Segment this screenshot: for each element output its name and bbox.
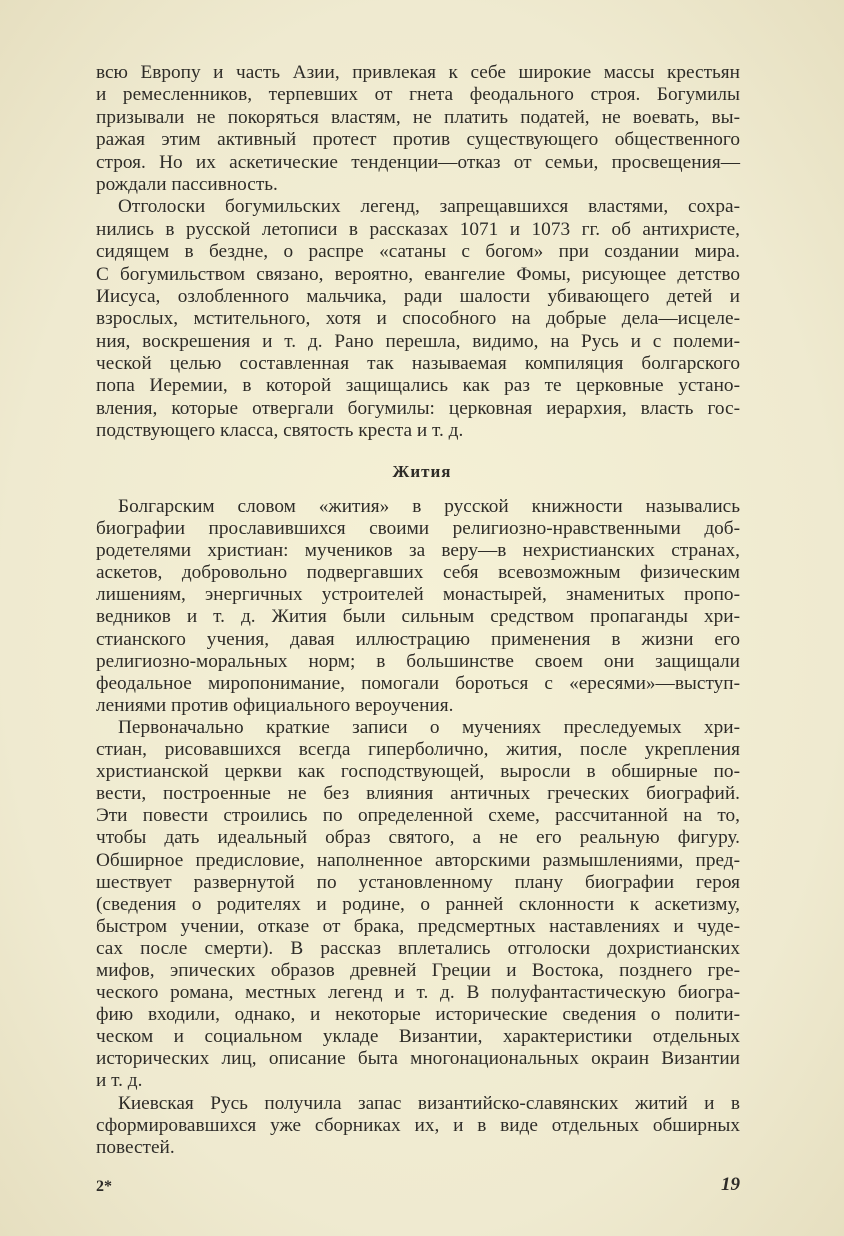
text-line: ведников и т. д. Жития были сильным средством пропаганды хри- [96,606,740,628]
text-line: ния, воскрешения и т. д. Рано перешла, видимо, на Русь и с полеми- [96,330,740,352]
text-line: стианского учения, давая иллюстрацию применения в жизни его [96,628,740,650]
text-line: рождали пассивность. [96,173,278,195]
text-line: аскетов, добровольно подвергавших себя всевозможным физическим [96,562,740,584]
text-line: христианской церкви как господствующей, выросли в обширные по- [96,761,740,783]
text-line: и ремесленников, терпевших от гнета феодального строя. Богумилы [96,84,740,106]
page-number: 19 [721,1174,740,1195]
text-line: Обширное предисловие, наполненное авторскими размышлениями, пред- [96,849,740,871]
text-line: и т. д. [96,1070,143,1092]
text-line: Первоначально краткие записи о мучениях преследуемых хри- [118,716,740,738]
text-line: повестей. [96,1136,175,1158]
text-line: феодальное миропонимание, помогали бороться с «ересями»—выступ- [96,672,740,694]
paragraphs-lives-of-saints [96,496,740,1159]
text-line: (сведения о родителях и родине, о ранней склонности к аскетизму, [96,893,740,915]
text-line: мифов, эпических образов древней Греции и Востока, позднего гре- [96,959,740,981]
text-line: нились в русской летописи в рассказах 1071 и 1073 гг. об антихристе, [96,218,740,240]
text-line: Эти повести строились по определенной схеме, рассчитанной на то, [96,805,740,827]
text-line: лишениям, энергичных устроителей монастырей, знаменитых пропо- [96,584,740,606]
text-line: подствующего класса, святость креста и т. д. [96,420,464,442]
text-line: ческого романа, местных легенд и т. д. В полуфантастическую биогра- [96,982,740,1004]
text-line: ческом и социальном укладе Византии, характеристики отдельных [96,1026,740,1048]
signature-mark: 2* [96,1178,112,1195]
text-line: биографии прославившихся своими религиозно-нравственными доб- [96,518,740,540]
text-line: чтобы дать идеальный образ святого, а не его реальную фигуру. [96,827,740,849]
text-line: всю Европу и часть Азии, привлекая к себе широкие массы крестьян [96,62,740,83]
text-line: сах после смерти). В рассказ вплетались отголоски дохристианских [96,937,740,959]
text-line: исторических лиц, описание быта многонациональных окраин Византии [96,1048,740,1070]
text-line: вления, которые отвергали богумилы: церковная иерархия, власть гос- [96,397,740,419]
text-line: вести, построенные не без влияния античных греческих биографий. [96,783,740,805]
text-line: Отголоски богумильских легенд, запрещавшихся властями, сохра- [118,196,740,218]
section-heading: Жития [392,462,452,481]
text-line: Иисуса, озлобленного мальчика, ради шалости убивающего детей и [96,285,740,307]
text-line: Болгарским словом «жития» в русской книжности назывались [118,496,740,517]
text-line: быстром учении, отказе от брака, предсмертных наставлениях и чуде- [96,915,740,937]
text-line: религиозно-моральных норм; в большинстве своем они защищали [96,650,740,672]
text-line: шествует развернутой по установленному плану биографии героя [96,871,740,893]
text-line: фию входили, однако, и некоторые исторические сведения о полити- [96,1004,740,1026]
text-line: сформировавшихся уже сборниках их, и в виде отдельных обширных [96,1114,740,1136]
text-line: сидящем в бездне, о распре «сатаны с богом» при создании мира. [96,241,740,263]
text-line: взрослых, мстительного, хотя и способного на добрые дела—исцеле- [96,308,740,330]
text-line: стиан, рисовавшихся всегда гиперболично, жития, после укрепления [96,739,740,761]
text-line: попа Иеремии, в которой защищались как раз те церковные устано- [96,375,740,397]
text-line: родетелями христиан: мучеников за веру—в нехристианских странах, [96,540,740,562]
text-line: строя. Но их аскетические тенденции—отказ от семьи, просвещения— [96,151,740,173]
text-line: Киевская Русь получила запас византийско-славянских житий и в [118,1092,740,1114]
text-line: призывали не покоряться властям, не платить податей, не воевать, вы- [96,106,740,128]
text-line: ражая этим активный протест против существующего общественного [96,129,740,151]
text-line: лениями против официального вероучения. [96,694,454,716]
text-line: С богумильством связано, вероятно, евангелие Фомы, рисующее детство [96,263,740,285]
text-line: ческой целью составленная так называемая компиляция болгарского [96,353,740,375]
paragraphs-bogomils [96,62,740,443]
